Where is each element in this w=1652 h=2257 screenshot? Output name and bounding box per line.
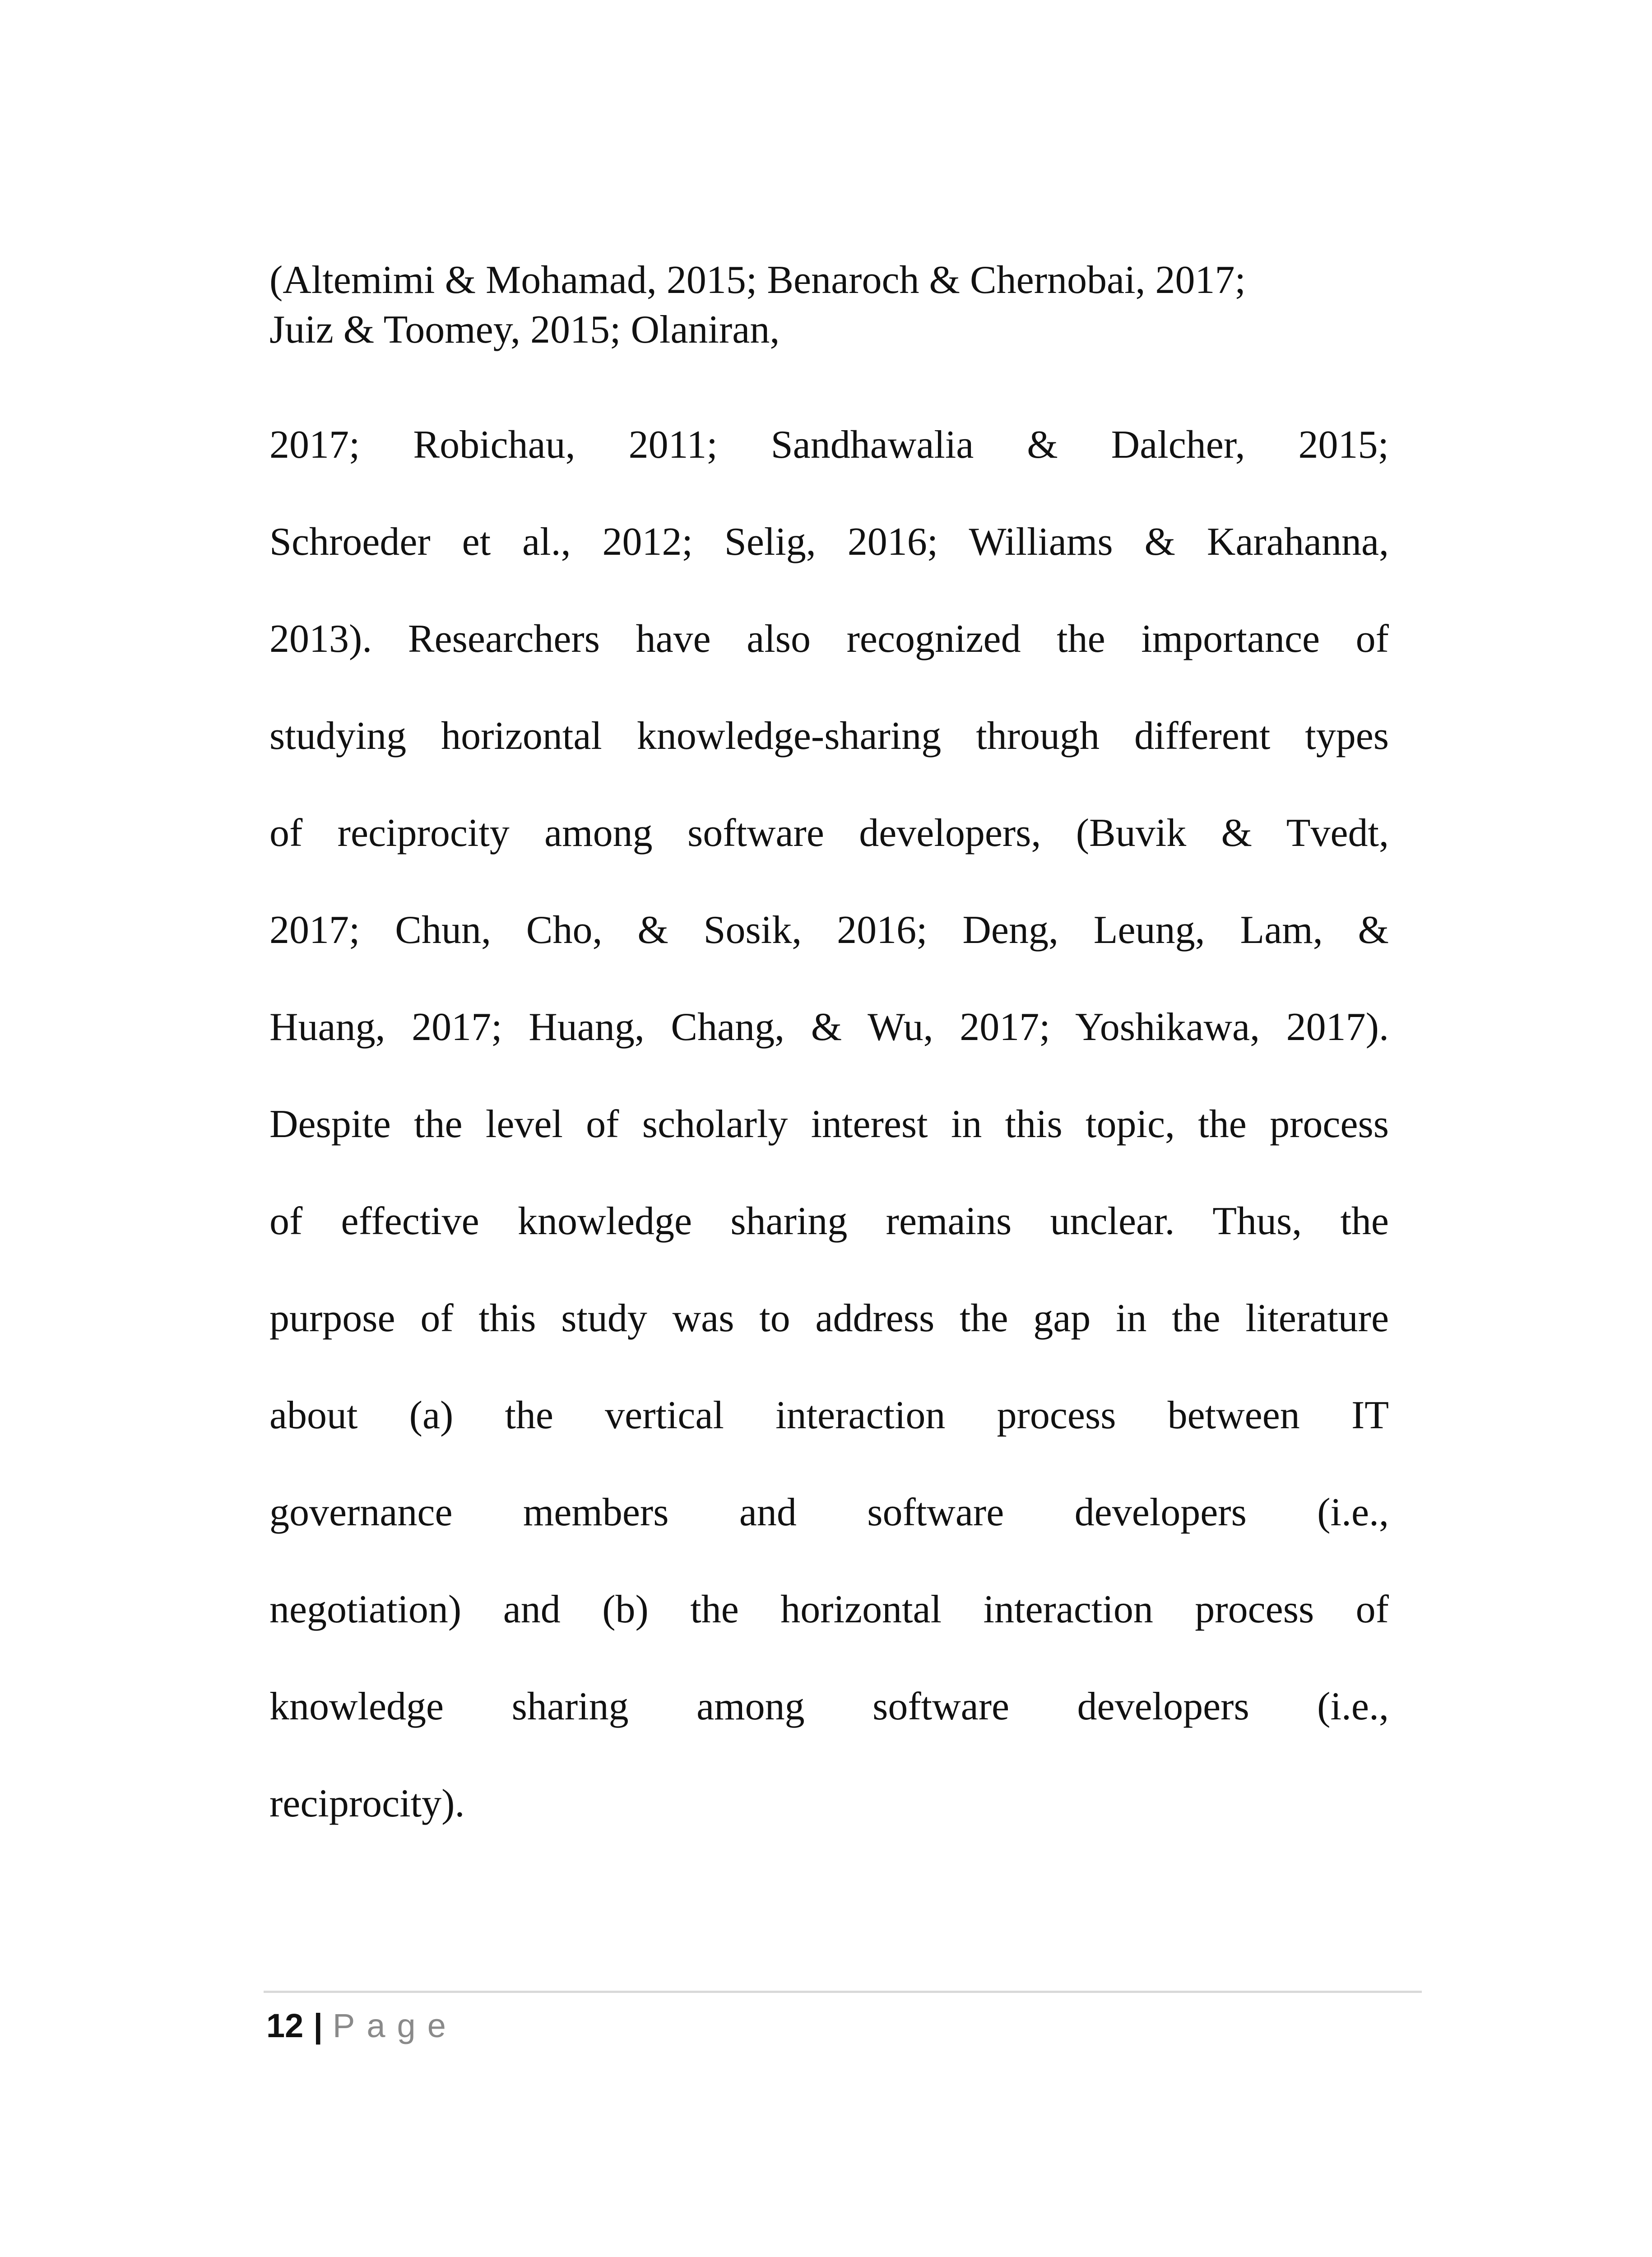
paragraph-line: purpose of this study was to address the gap in the literature: [269, 1296, 1389, 1340]
paragraph-line: reciprocity).: [269, 1782, 465, 1825]
paragraph-line: of effective knowledge sharing remains unclear. Thus, the: [269, 1199, 1389, 1243]
paragraph-opening: [269, 255, 1389, 355]
paragraph-line: 2017; Chun, Cho, & Sosik, 2016; Deng, Leung, Lam, &: [269, 908, 1389, 952]
paragraph-line: (Altemimi & Mohamad, 2015; Benaroch & Chernobai, 2017;: [269, 258, 1246, 302]
page-label: Page: [333, 2007, 458, 2044]
paragraph-line: Huang, 2017; Huang, Chang, & Wu, 2017; Yoshikawa, 2017).: [269, 1005, 1389, 1049]
paragraph-line: negotiation) and (b) the horizontal interaction process of: [269, 1588, 1389, 1631]
paragraph-line: studying horizontal knowledge-sharing through different types: [269, 714, 1389, 758]
footer-divider: [264, 1991, 1422, 1993]
paragraph-line: Schroeder et al., 2012; Selig, 2016; Williams & Karahanna,: [269, 520, 1389, 564]
page-footer: [266, 1999, 458, 2053]
paragraph-line: Juiz & Toomey, 2015; Olaniran,: [269, 308, 780, 352]
paragraph-line: knowledge sharing among software developers (i.e.,: [269, 1685, 1389, 1728]
paragraph-body: [269, 396, 1389, 1852]
paragraph-line: of reciprocity among software developers, (Buvik & Tvedt,: [269, 811, 1389, 855]
footer-separator: |: [313, 2007, 323, 2044]
paragraph-line: Despite the level of scholarly interest in this topic, the process: [269, 1102, 1389, 1146]
paragraph-line: about (a) the vertical interaction process between IT: [269, 1393, 1389, 1437]
paragraph-line: governance members and software developers (i.e.,: [269, 1491, 1389, 1534]
paragraph-line: 2013). Researchers have also recognized the importance of: [269, 617, 1389, 661]
page-number: 12: [266, 2007, 304, 2044]
paragraph-line: 2017; Robichau, 2011; Sandhawalia & Dalcher, 2015;: [269, 423, 1389, 467]
